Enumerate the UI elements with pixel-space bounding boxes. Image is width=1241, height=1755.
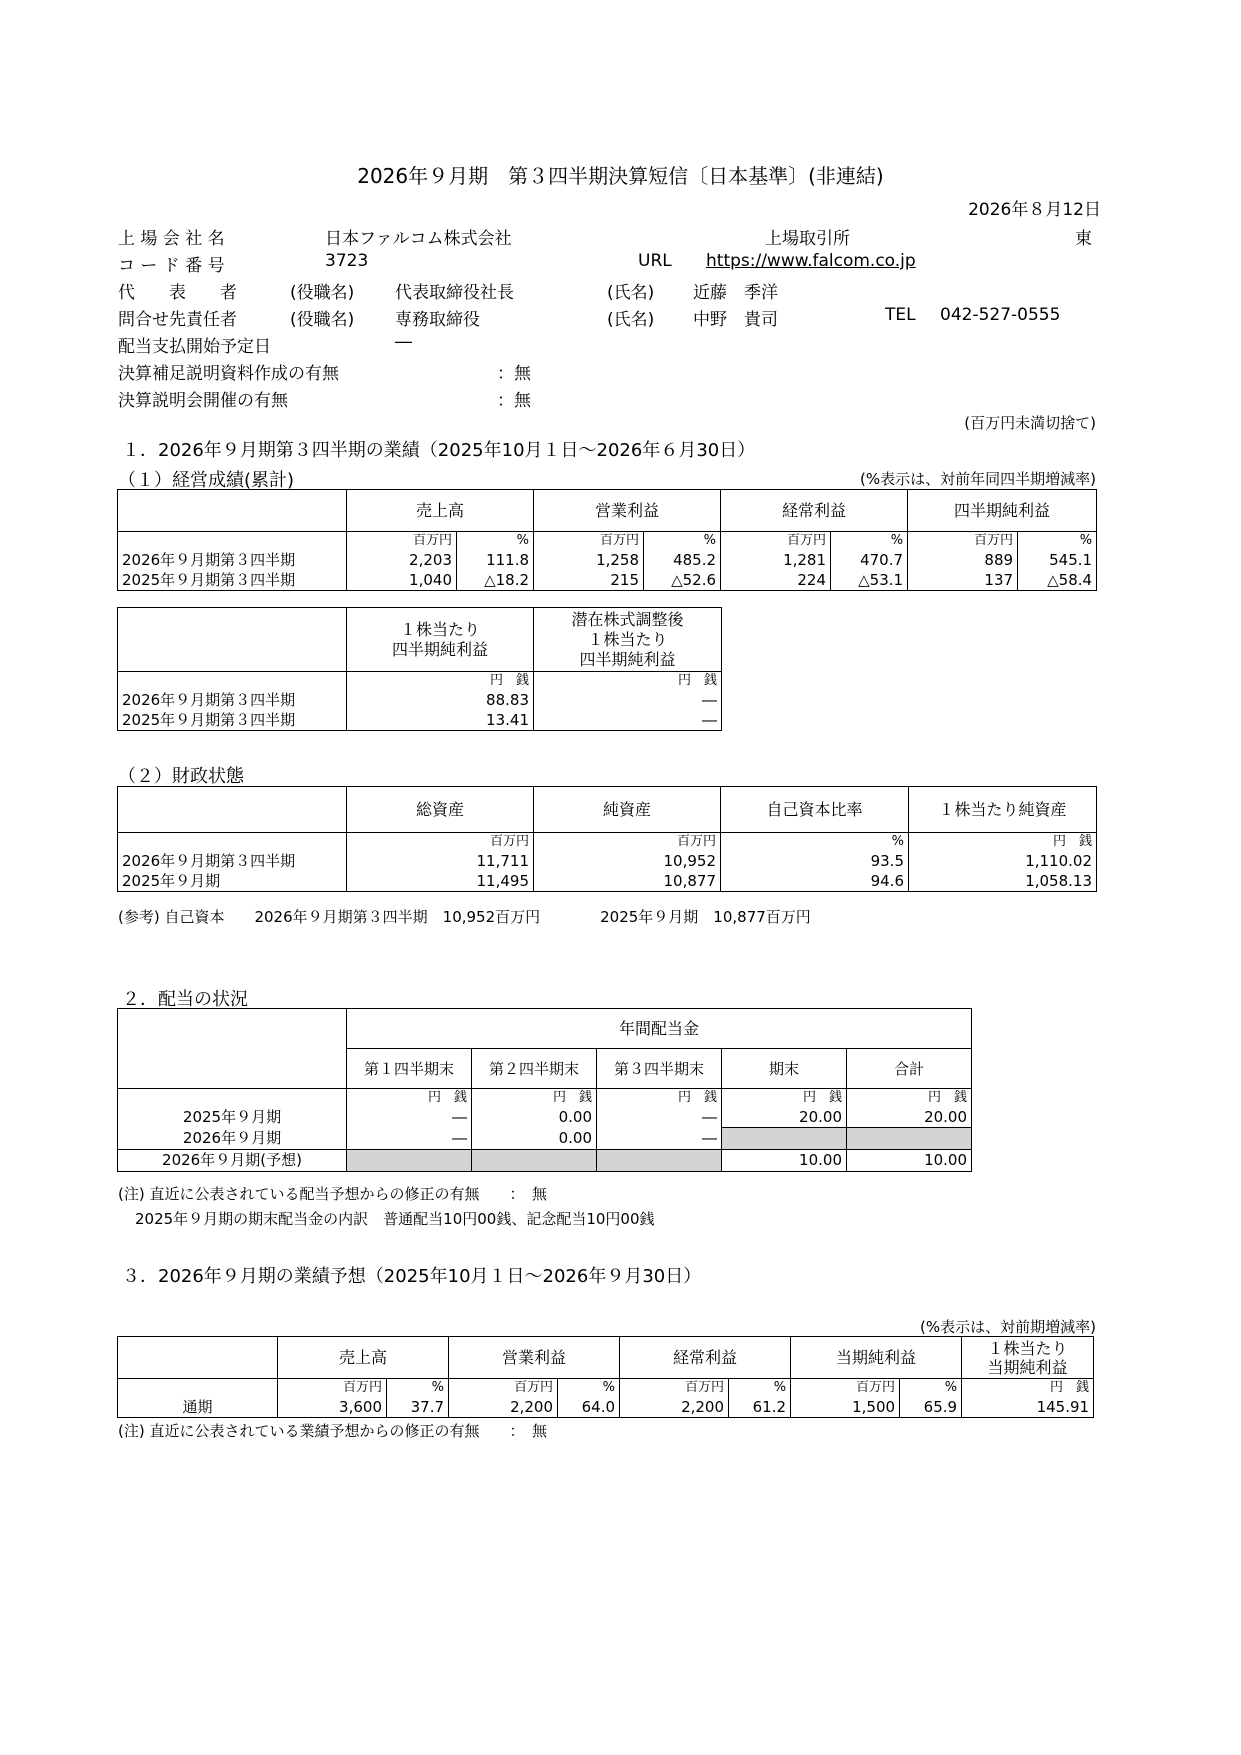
unit-label: 百万円 (347, 532, 457, 551)
cell: 88.83 (347, 690, 534, 710)
diluted-eps-header: 潜在株式調整後 １株当たり 四半期純利益 (534, 608, 722, 672)
contact-label: 問合せ先責任者 (118, 310, 237, 330)
unit-label: 百万円 (908, 532, 1018, 551)
row-label: 2026年９月期 (118, 1127, 347, 1149)
table-row (118, 871, 1097, 891)
cell: 10.00 (722, 1149, 847, 1171)
cell: 137 (908, 570, 1018, 590)
forecast-header-net: 当期純利益 (791, 1337, 962, 1379)
fin-header-bps: １株当たり純資産 (909, 787, 1097, 833)
cell (597, 1149, 722, 1171)
dividend-header-yearend: 期末 (722, 1049, 847, 1089)
cell: ― (534, 690, 722, 710)
cell: 470.7 (831, 550, 908, 570)
row-label: 2025年９月期第３四半期 (118, 710, 347, 730)
unit-label: % (831, 532, 908, 551)
results-corner (118, 490, 347, 532)
representative-label: 代 表 者 (118, 283, 237, 303)
section1-note: (%表示は、対前年同四半期増減率) (860, 470, 1096, 488)
dividend-header-q3: 第３四半期末 (597, 1049, 722, 1089)
cell: 2,203 (347, 550, 457, 570)
cell: ― (597, 1107, 722, 1127)
unit-label: % (900, 1379, 962, 1398)
results-header-sales: 売上高 (347, 490, 534, 532)
fin-header-net-assets: 純資産 (534, 787, 721, 833)
dividend-date-label: 配当支払開始予定日 (118, 337, 271, 357)
section3-note: (%表示は、対前期増減率) (920, 1318, 1096, 1336)
dividend-note: (注) 直近に公表されている配当予想からの修正の有無 ： 無 (118, 1185, 547, 1203)
company-name-label: 上 場 会 社 名 (118, 229, 225, 249)
table-row (118, 1397, 1094, 1417)
unit-label: 百万円 (791, 1379, 900, 1398)
table-row (118, 851, 1097, 871)
unit-label: 円 銭 (597, 1089, 722, 1108)
results-table (117, 489, 1097, 591)
table-row (118, 570, 1097, 590)
financial-position-table (117, 786, 1097, 892)
reference-equity: (参考) 自己資本 2026年９月期第３四半期 10,952百万円 2025年９月期 10,877百万円 (118, 908, 811, 926)
row-label: 2026年９月期(予想) (118, 1149, 347, 1171)
forecast-header-eps: １株当たり 当期純利益 (962, 1337, 1094, 1379)
briefing-label: 決算説明会開催の有無 (118, 391, 288, 411)
section1-heading: １．2026年９月期第３四半期の業績（2025年10月１日～2026年６月30日） (122, 440, 756, 461)
rep-name-label: (氏名) (607, 283, 655, 303)
cell: 1,040 (347, 570, 457, 590)
url-label: URL (638, 251, 672, 271)
unit-label: % (644, 532, 721, 551)
cell: △18.2 (457, 570, 534, 590)
cell: 11,495 (347, 871, 534, 891)
unit-label: % (721, 833, 909, 852)
rounding-note: (百万円未満切捨て) (964, 414, 1096, 432)
dividend-header-q2: 第２四半期末 (472, 1049, 597, 1089)
cell: 0.00 (472, 1127, 597, 1149)
dividend-corner (118, 1009, 347, 1089)
cell: 2,200 (449, 1397, 558, 1417)
section2-heading: ２．配当の状況 (122, 989, 248, 1010)
briefing-value: ：無 (497, 391, 531, 411)
unit-label: 円 銭 (909, 833, 1097, 852)
unit-label: % (387, 1379, 449, 1398)
unit-label: 百万円 (534, 532, 644, 551)
cell: △58.4 (1018, 570, 1097, 590)
cell: 1,058.13 (909, 871, 1097, 891)
dividend-date-value: ― (395, 332, 412, 352)
table-row (118, 1127, 972, 1149)
cell: △53.1 (831, 570, 908, 590)
rep-post: 代表取締役社長 (395, 283, 514, 303)
supplement-label: 決算補足説明資料作成の有無 (118, 364, 339, 384)
dividend-header-q1: 第１四半期末 (347, 1049, 472, 1089)
unit-label: % (457, 532, 534, 551)
unit-label: 百万円 (449, 1379, 558, 1398)
row-label: 2026年９月期第３四半期 (118, 550, 347, 570)
table-row (118, 550, 1097, 570)
results-header-ordinary: 経常利益 (721, 490, 908, 532)
unit-label: 百万円 (721, 532, 831, 551)
unit-label: % (558, 1379, 620, 1398)
cell: 10,877 (534, 871, 721, 891)
results-header-net: 四半期純利益 (908, 490, 1097, 532)
row-label: 2026年９月期第３四半期 (118, 690, 347, 710)
cell (347, 1149, 472, 1171)
exchange-value: 東 (1075, 229, 1092, 249)
cell: 10,952 (534, 851, 721, 871)
cell: 37.7 (387, 1397, 449, 1417)
row-label: 2026年９月期第３四半期 (118, 851, 347, 871)
cell: ― (347, 1127, 472, 1149)
table-row (118, 1149, 972, 1171)
table-row (118, 710, 722, 730)
annual-dividend-header: 年間配当金 (347, 1009, 972, 1049)
document-title: 2026年９月期 第３四半期決算短信〔日本基準〕(非連結) (357, 164, 884, 188)
report-date: 2026年８月12日 (968, 200, 1101, 220)
section1-sub1: （１）経営成績(累計) (118, 470, 295, 491)
contact-post: 専務取締役 (395, 310, 480, 330)
forecast-header-sales: 売上高 (278, 1337, 449, 1379)
unit-label: 百万円 (534, 833, 721, 852)
cell: 20.00 (847, 1107, 972, 1127)
exchange-label: 上場取引所 (765, 229, 850, 249)
unit-label: 百万円 (278, 1379, 387, 1398)
rep-post-label: (役職名) (290, 283, 355, 303)
unit-label: 円 銭 (347, 672, 534, 691)
cell: 1,110.02 (909, 851, 1097, 871)
eps-table (117, 607, 722, 731)
unit-label: 円 銭 (847, 1089, 972, 1108)
cell: 1,281 (721, 550, 831, 570)
cell: 111.8 (457, 550, 534, 570)
dividend-breakdown: 2025年９月期の期末配当金の内訳 普通配当10円00銭、記念配当10円00銭 (135, 1210, 655, 1228)
cell: 10.00 (847, 1149, 972, 1171)
section3-heading: ３．2026年９月期の業績予想（2025年10月１日～2026年９月30日） (122, 1266, 702, 1287)
cell: 1,500 (791, 1397, 900, 1417)
cell: 2,200 (620, 1397, 729, 1417)
tel-value: 042-527-0555 (940, 305, 1061, 325)
table-row (118, 690, 722, 710)
fin-header-equity-ratio: 自己資本比率 (721, 787, 909, 833)
unit-label: % (1018, 532, 1097, 551)
cell: 1,258 (534, 550, 644, 570)
eps-header: １株当たり 四半期純利益 (347, 608, 534, 672)
contact-post-label: (役職名) (290, 310, 355, 330)
cell: ― (597, 1127, 722, 1149)
forecast-header-ordinary: 経常利益 (620, 1337, 791, 1379)
cell: 94.6 (721, 871, 909, 891)
dividend-header-total: 合計 (847, 1049, 972, 1089)
contact-name: 中野 貴司 (693, 310, 778, 330)
cell: 889 (908, 550, 1018, 570)
cell: 224 (721, 570, 831, 590)
cell: 61.2 (729, 1397, 791, 1417)
row-label: 2025年９月期 (118, 871, 347, 891)
unit-label: 円 銭 (472, 1089, 597, 1108)
cell: 11,711 (347, 851, 534, 871)
unit-label: 円 銭 (962, 1379, 1094, 1398)
code-label: コ ー ド 番 号 (118, 256, 225, 276)
dividend-table (117, 1008, 972, 1172)
rep-name: 近藤 季洋 (693, 283, 778, 303)
cell: 93.5 (721, 851, 909, 871)
cell: 485.2 (644, 550, 721, 570)
cell (847, 1127, 972, 1149)
forecast-header-operating: 営業利益 (449, 1337, 620, 1379)
unit-label: 百万円 (347, 833, 534, 852)
company-url-link[interactable]: https://www.falcom.co.jp (706, 251, 916, 271)
unit-label: 百万円 (620, 1379, 729, 1398)
contact-name-label: (氏名) (607, 310, 655, 330)
forecast-table (117, 1336, 1094, 1418)
supplement-value: ：無 (497, 364, 531, 384)
code-value: 3723 (325, 251, 369, 271)
unit-label: 円 銭 (534, 672, 722, 691)
cell: 545.1 (1018, 550, 1097, 570)
fin-header-total-assets: 総資産 (347, 787, 534, 833)
cell: 3,600 (278, 1397, 387, 1417)
unit-label: % (729, 1379, 791, 1398)
unit-label: 円 銭 (722, 1089, 847, 1108)
cell: 20.00 (722, 1107, 847, 1127)
unit-label: 円 銭 (347, 1089, 472, 1108)
cell: 215 (534, 570, 644, 590)
cell: ― (347, 1107, 472, 1127)
table-row (118, 1107, 972, 1127)
cell: ― (534, 710, 722, 730)
cell: 64.0 (558, 1397, 620, 1417)
row-label: 通期 (118, 1397, 278, 1417)
cell: △52.6 (644, 570, 721, 590)
cell: 0.00 (472, 1107, 597, 1127)
results-header-operating: 営業利益 (534, 490, 721, 532)
cell: 13.41 (347, 710, 534, 730)
row-label: 2025年９月期 (118, 1107, 347, 1127)
row-label: 2025年９月期第３四半期 (118, 570, 347, 590)
cell (472, 1149, 597, 1171)
cell (722, 1127, 847, 1149)
tel-label: TEL (885, 305, 916, 325)
cell: 65.9 (900, 1397, 962, 1417)
cell: 145.91 (962, 1397, 1094, 1417)
company-name: 日本ファルコム株式会社 (325, 229, 512, 249)
section1-sub2: （２）財政状態 (118, 766, 244, 787)
forecast-note: (注) 直近に公表されている業績予想からの修正の有無 ： 無 (118, 1422, 547, 1440)
